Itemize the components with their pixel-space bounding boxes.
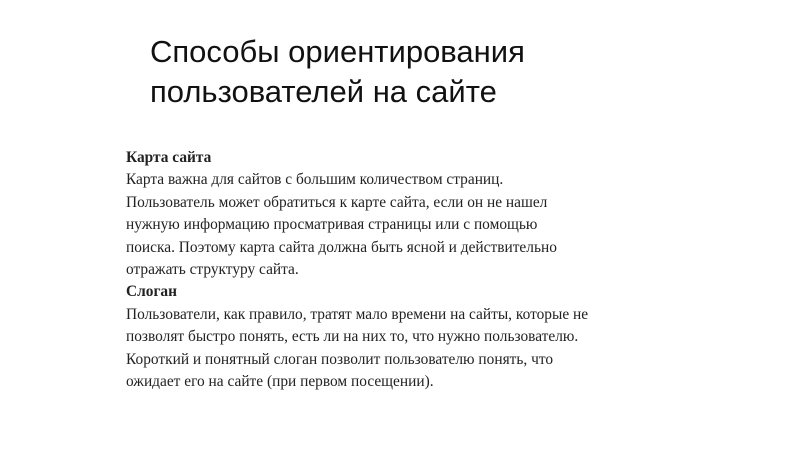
title-line-2: пользователей на сайте xyxy=(150,74,497,109)
slide-title xyxy=(150,32,710,112)
paragraph-line: позволят быстро понять, есть ли на них то, что нужно пользователю. xyxy=(126,328,579,346)
paragraph-line: Короткий и понятный слоган позволит пользователю понять, что xyxy=(126,350,554,368)
paragraph-line: поиска. Поэтому карта сайта должна быть ясной и действительно xyxy=(126,238,557,256)
slide-body xyxy=(126,147,686,393)
title-line-1: Способы ориентирования xyxy=(150,34,525,69)
paragraph-line: нужную информацию просматривая страницы или с помощью xyxy=(126,216,538,234)
paragraph-line: Пользователь может обратиться к карте сайта, если он не нашел xyxy=(126,193,548,211)
paragraph-line: отражать структуру сайта. xyxy=(126,261,299,279)
paragraph-line: Карта важна для сайтов с большим количеством страниц. xyxy=(126,171,504,189)
paragraph-line: ожидает его на сайте (при первом посещении). xyxy=(126,373,434,391)
section-heading-slogan: Слоган xyxy=(126,283,177,301)
section-heading-site-map: Карта сайта xyxy=(126,149,212,166)
section-slogan xyxy=(126,281,686,393)
section-site-map xyxy=(126,147,686,281)
paragraph-line: Пользователи, как правило, тратят мало времени на сайты, которые не xyxy=(126,305,589,323)
